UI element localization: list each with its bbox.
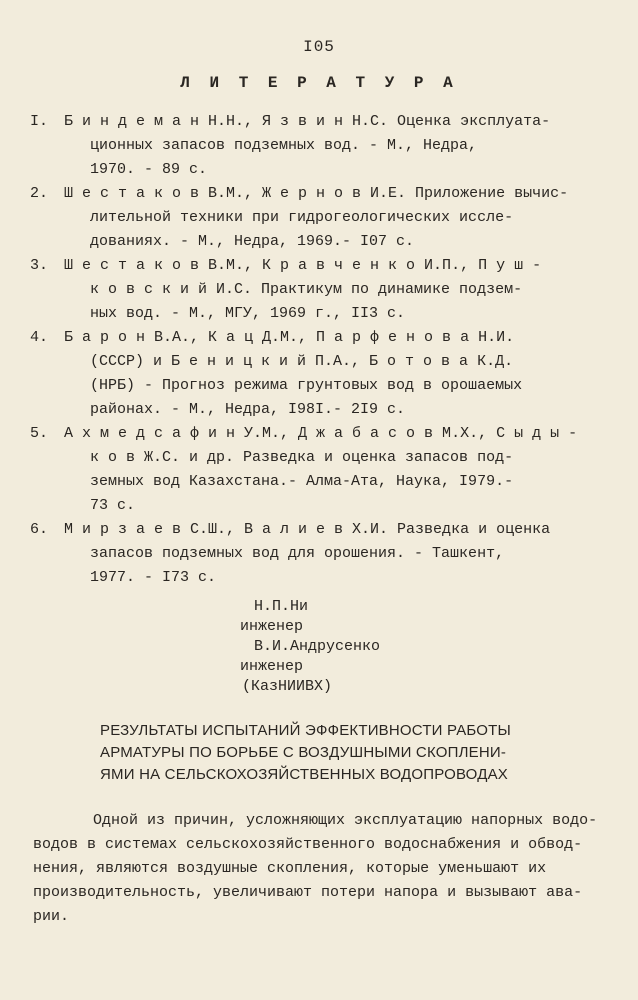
article-title-line: АРМАТУРЫ ПО БОРЬБЕ С ВОЗДУШНЫМИ СКОПЛЕНИ- <box>100 744 507 761</box>
article-title <box>100 720 540 786</box>
reference-list <box>30 110 610 590</box>
reference-line: Б и н д е м а н Н.Н., Я з в и н Н.С. Оценка эксплуата- <box>64 113 551 130</box>
page-number: I05 <box>303 38 335 56</box>
reference-item <box>30 326 610 422</box>
author-block <box>240 597 380 697</box>
reference-number: 4. <box>30 329 49 346</box>
author-name: Н.П.Ни <box>254 598 309 615</box>
reference-line: 73 с. <box>90 497 136 514</box>
reference-line: Б а р о н В.А., К а ц Д.М., П а р ф е н о в а Н.И. <box>64 329 515 346</box>
author-name: В.И.Андрусенко <box>254 638 381 655</box>
reference-line: 1970. - 89 с. <box>90 161 208 178</box>
reference-line: лительной техники при гидрогеологических иссле- <box>90 209 514 226</box>
author-organization: (КазНИИВХ) <box>242 678 333 695</box>
reference-line: районах. - М., Недра, I98I.- 2I9 с. <box>90 401 406 418</box>
reference-line: запасов подземных вод для орошения. - Ташкент, <box>90 545 505 562</box>
reference-item <box>30 182 610 254</box>
reference-number: 3. <box>30 257 49 274</box>
reference-line: (СССР) и Б е н и ц к и й П.А., Б о т о в а К.Д. <box>90 353 514 370</box>
reference-line: А х м е д с а ф и н У.М., Д ж а б а с о в М.Х., С ы д ы - <box>64 425 578 442</box>
article-title-line: ЯМИ НА СЕЛЬСКОХОЗЯЙСТВЕННЫХ ВОДОПРОВОДАХ <box>100 766 508 783</box>
reference-number: 2. <box>30 185 49 202</box>
reference-line: ционных запасов подземных вод. - М., Недра, <box>90 137 478 154</box>
reference-line: земных вод Казахстана.- Алма-Ата, Наука, I979.- <box>90 473 514 490</box>
reference-number: I. <box>30 113 49 130</box>
reference-line: (НРБ) - Прогноз режима грунтовых вод в орошаемых <box>90 377 523 394</box>
reference-item <box>30 422 610 518</box>
reference-item <box>30 518 610 590</box>
author-role: инженер <box>240 658 304 675</box>
body-line: рии. <box>33 908 70 925</box>
body-line: Одной из причин, усложняющих эксплуатацию напорных водо- <box>93 812 598 829</box>
body-line: водов в системах сельскохозяйственного водоснабжения и обвод- <box>33 836 583 853</box>
article-title-line: РЕЗУЛЬТАТЫ ИСПЫТАНИЙ ЭФФЕКТИВНОСТИ РАБОТЫ <box>100 722 512 739</box>
reference-line: Ш е с т а к о в В.М., Ж е р н о в И.Е. Приложение вычис- <box>64 185 569 202</box>
article-body <box>33 809 613 929</box>
reference-line: ных вод. - М., МГУ, 1969 г., II3 с. <box>90 305 406 322</box>
reference-line: 1977. - I73 с. <box>90 569 217 586</box>
body-line: нения, являются воздушные скопления, которые уменьшают их <box>33 860 547 877</box>
reference-line: дованиях. - М., Недра, 1969.- I07 с. <box>90 233 415 250</box>
reference-line: М и р з а е в С.Ш., В а л и е в Х.И. Разведка и оценка <box>64 521 551 538</box>
reference-number: 6. <box>30 521 49 538</box>
reference-line: к о в Ж.С. и др. Разведка и оценка запасов под- <box>90 449 514 466</box>
reference-line: Ш е с т а к о в В.М., К р а в ч е н к о И.П., П у ш - <box>64 257 542 274</box>
references-heading: Л И Т Е Р А Т У Р А <box>180 74 458 92</box>
reference-item <box>30 254 610 326</box>
reference-line: к о в с к и й И.С. Практикум по динамике подзем- <box>90 281 523 298</box>
body-line: производительность, увеличивают потери напора и вызывают ава- <box>33 884 583 901</box>
reference-number: 5. <box>30 425 49 442</box>
author-role: инженер <box>240 618 304 635</box>
reference-item <box>30 110 610 182</box>
